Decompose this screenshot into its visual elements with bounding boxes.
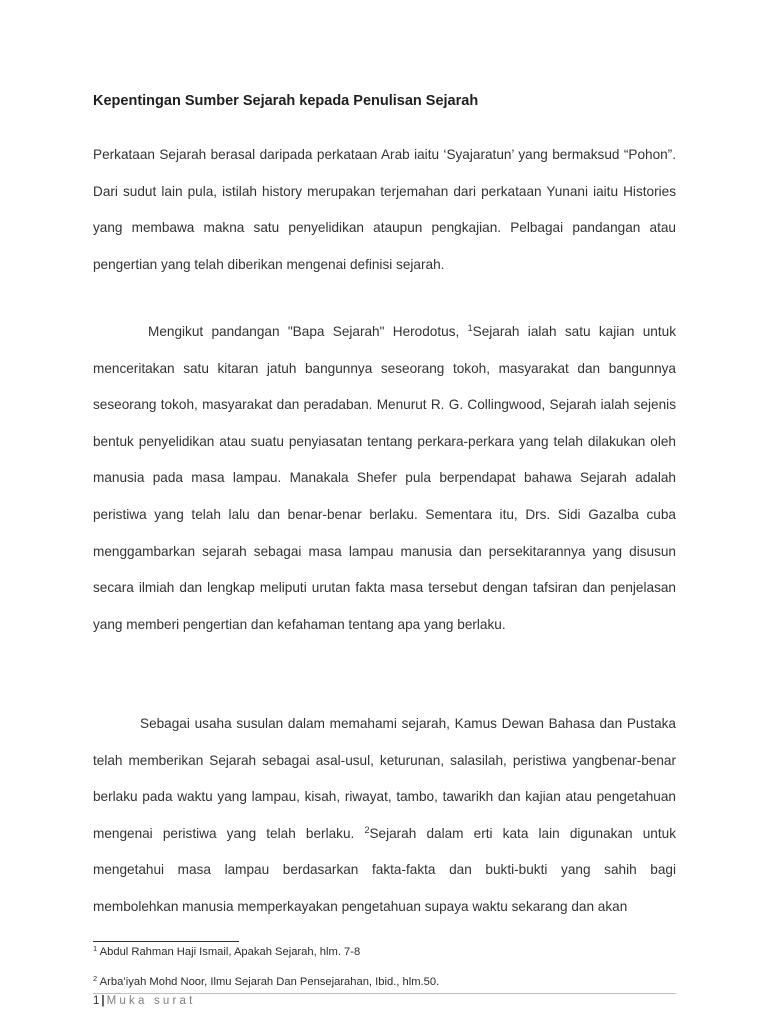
document-title: Kepentingan Sumber Sejarah kepada Penulisan Sejarah (93, 93, 479, 109)
footnote-2-text: Arba’iyah Mohd Noor, Ilmu Sejarah Dan Pensejarahan, Ibid., hlm.50. (97, 976, 440, 988)
footnote-1-mark: 1 (93, 944, 98, 953)
page-number: 1 (93, 995, 100, 1007)
paragraph-3-text-after: Sejarah dalam erti kata lain digunakan untuk mengetahui masa lampau berdasarkan fakta-fakta dan bukti-bukti yang sahih bagi membolehkan manusia memperkayakan pengetahuan supaya waktu sekarang dan akan (93, 825, 676, 914)
footnote-reference-1[interactable]: 1 (467, 323, 473, 333)
footnote-reference-2[interactable]: 2 (364, 824, 370, 835)
paragraph-3-text-before: Sebagai usaha susulan dalam memahami sejarah, Kamus Dewan Bahasa dan Pustaka telah memberikan Sejarah sebagai asal-usul, keturunan, salasilah, peristiwa yangbenar-benar berlaku pada waktu yang lampau, kisah, riwayat, tambo, tawarikh dan kajian atau pengetahuan mengenai peristiwa yang telah berlaku. (93, 716, 676, 841)
footer-divider (93, 993, 676, 994)
footnote-1-text: Abdul Rahman Haji Ismail, Apakah Sejarah, hlm. 7-8 (97, 946, 361, 958)
footnote-separator (93, 941, 239, 942)
paragraph-1: Perkataan Sejarah berasal daripada perkataan Arab iaitu ‘Syajaratun’ yang bermaksud “Pohon”. Dari sudut lain pula, istilah history merupakan terjemahan dari perkataan Yunani iaitu Histories yang membawa makna satu penyelidikan ataupun pengkajian. Pelbagai pandangan atau pengertian yang telah diberikan mengenai definisi sejarah. (93, 147, 676, 272)
paragraph-2 (93, 314, 676, 643)
page-label: Muka surat (106, 995, 196, 1007)
paragraph-2-text-after: Sejarah ialah satu kajian untuk menceritakan satu kitaran jatuh bangunnya seseorang tokoh, masyarakat dan bangunnya seseorang tokoh, masyarakat dan peradaban. Menurut R. G. Collingwood, Sejarah ialah sejenis bentuk penyelidikan atau suatu penyiasatan tentang perkara-perkara yang telah dilakukan oleh manusia pada masa lampau. Manakala Shefer pula berpendapat bahawa Sejarah adalah peristiwa yang telah lalu dan benar-benar berlaku. Sementara itu, Drs. Sidi Gazalba cuba menggambarkan sejarah sebagai masa lampau manusia dan persekitarannya yang disusun secara ilmiah dan lengkap meliputi urutan fakta masa tersebut dengan tafsiran dan penjelasan yang memberi pengertian dan kefahaman tentang apa yang berlaku. (93, 324, 676, 632)
footnote-2 (93, 976, 439, 988)
paragraph-3 (93, 706, 676, 926)
page-footer (93, 995, 196, 1007)
footnote-1 (93, 946, 360, 958)
paragraph-2-text-before: Mengikut pandangan "Bapa Sejarah" Herodotus, (148, 324, 468, 339)
footer-separator: | (101, 995, 105, 1007)
footnote-2-mark: 2 (93, 974, 98, 983)
